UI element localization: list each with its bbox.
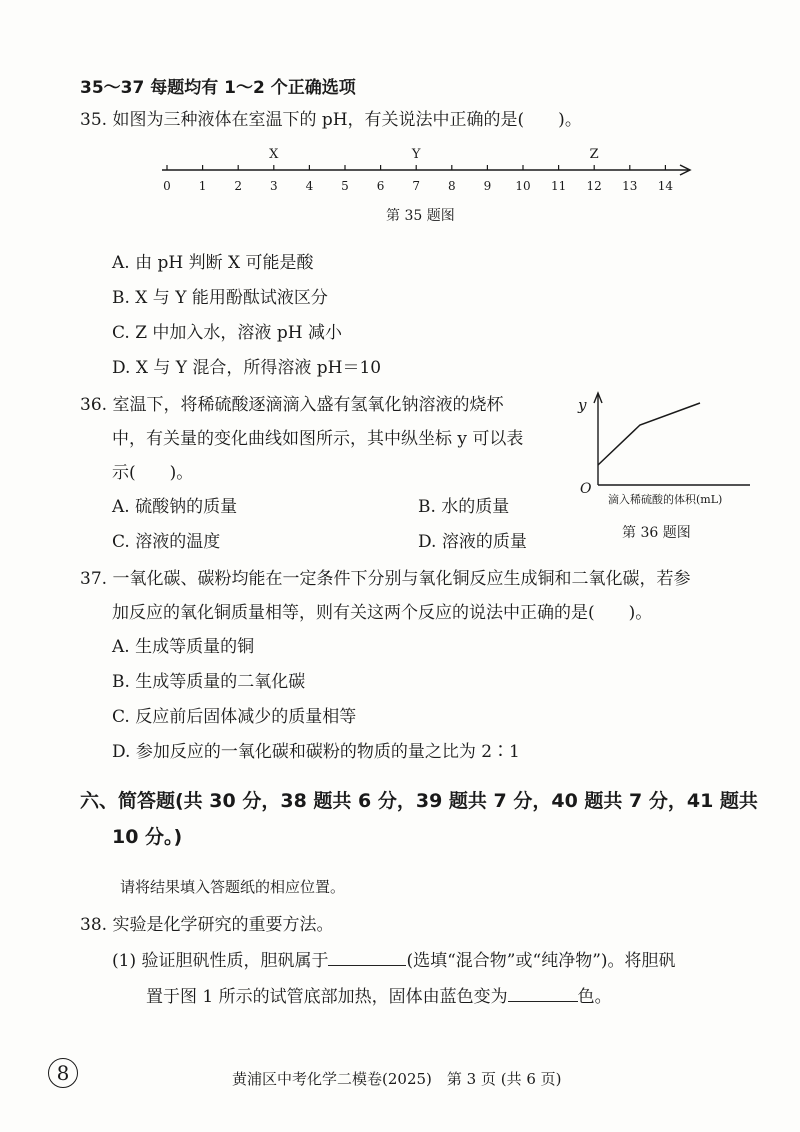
ph-tick-label: 8	[447, 179, 456, 193]
figure-36-graph	[570, 385, 770, 510]
q38-sub1-text-c: 置于图 1 所示的试管底部加热，固体由蓝色变为	[146, 987, 508, 1007]
figure-35-caption: 第 35 题图	[386, 208, 455, 224]
q37-option-b: B. 生成等质量的二氧化碳	[112, 672, 306, 692]
ph-tick-label: 1	[198, 179, 207, 193]
graph-origin-label: O	[580, 481, 592, 497]
graph-x-label: 滴入稀硫酸的体积(mL)	[608, 493, 723, 506]
answer-blank-1	[328, 964, 406, 966]
page-number-badge: 8	[48, 1058, 78, 1088]
ph-tick-label: 0	[163, 179, 171, 193]
answer-blank-2	[508, 1000, 578, 1002]
q37-option-c: C. 反应前后固体减少的质量相等	[112, 707, 357, 727]
q38-sub1-text-d: 色。	[577, 987, 612, 1007]
question-38-stem: 38. 实验是化学研究的重要方法。	[80, 915, 334, 935]
q35-option-a: A. 由 pH 判断 X 可能是酸	[112, 253, 314, 273]
question-38-sub1-line2	[146, 982, 612, 1007]
section-6-title-line1: 六、简答题(共 30 分，38 题共 6 分，39 题共 7 分，40 题共 7 分，41 题共	[80, 790, 758, 812]
question-38-sub1-line1	[112, 946, 676, 971]
question-37-stem-line1: 37. 一氧化碳、碳粉均能在一定条件下分别与氧化铜反应生成铜和二氧化碳，若参	[80, 569, 691, 589]
ph-tick-label: 12	[586, 179, 602, 193]
ph-marker-z: Z	[589, 147, 599, 162]
q38-sub1-text-b: (选填“混合物”或“纯净物”)。将胆矾	[406, 951, 676, 971]
page-footer: 黄浦区中考化学二模卷(2025) 第 3 页 (共 6 页)	[232, 1070, 562, 1088]
question-36-stem-line2: 中，有关量的变化曲线如图所示，其中纵坐标 y 可以表	[112, 429, 524, 449]
q35-option-d: D. X 与 Y 混合，所得溶液 pH＝10	[112, 358, 382, 378]
ph-tick-label: 7	[412, 179, 421, 193]
ph-marker-y: Y	[411, 147, 421, 162]
ph-tick-label: 14	[657, 179, 674, 193]
ph-marker-x: X	[269, 147, 279, 162]
ph-tick-label: 9	[483, 179, 492, 193]
q37-option-d: D. 参加反应的一氧化碳和碳粉的物质的量之比为 2∶1	[112, 742, 520, 762]
ph-tick-label: 3	[269, 179, 278, 193]
q36-option-b: B. 水的质量	[418, 497, 510, 517]
section-6-instruction: 请将结果填入答题纸的相应位置。	[120, 878, 346, 896]
q36-option-d: D. 溶液的质量	[418, 532, 527, 552]
section-6-title-line2: 10 分。)	[112, 826, 183, 848]
ph-tick-label: 10	[515, 179, 531, 193]
ph-tick-label: 13	[622, 179, 638, 193]
question-36-stem-line3: 示( )。	[112, 463, 194, 483]
q38-sub1-text-a: (1) 验证胆矾性质，胆矾属于	[112, 951, 329, 971]
ph-tick-label: 11	[550, 179, 567, 193]
ph-tick-label: 5	[341, 179, 349, 193]
graph-curve	[598, 403, 700, 465]
q36-option-c: C. 溶液的温度	[112, 532, 221, 552]
question-35-stem: 35. 如图为三种液体在室温下的 pH，有关说法中正确的是( )。	[80, 110, 582, 130]
figure-36-caption: 第 36 题图	[622, 525, 691, 541]
ph-scale-figure	[150, 140, 710, 200]
q37-option-a: A. 生成等质量的铜	[112, 637, 255, 657]
ph-tick-label: 4	[305, 179, 314, 193]
question-36-stem-line1: 36. 室温下，将稀硫酸逐滴滴入盛有氢氧化钠溶液的烧杯	[80, 395, 504, 415]
q35-option-b: B. X 与 Y 能用酚酞试液区分	[112, 288, 328, 308]
question-37-stem-line2: 加反应的氧化铜质量相等，则有关这两个反应的说法中正确的是( )。	[112, 603, 653, 623]
q36-option-a: A. 硫酸钠的质量	[112, 497, 238, 517]
ph-tick-label: 2	[234, 179, 243, 193]
q35-option-c: C. Z 中加入水，溶液 pH 减小	[112, 323, 342, 343]
section-note: 35～37 每题均有 1～2 个正确选项	[80, 78, 356, 98]
ph-tick-label: 6	[376, 179, 385, 193]
graph-y-label: y	[578, 396, 587, 414]
